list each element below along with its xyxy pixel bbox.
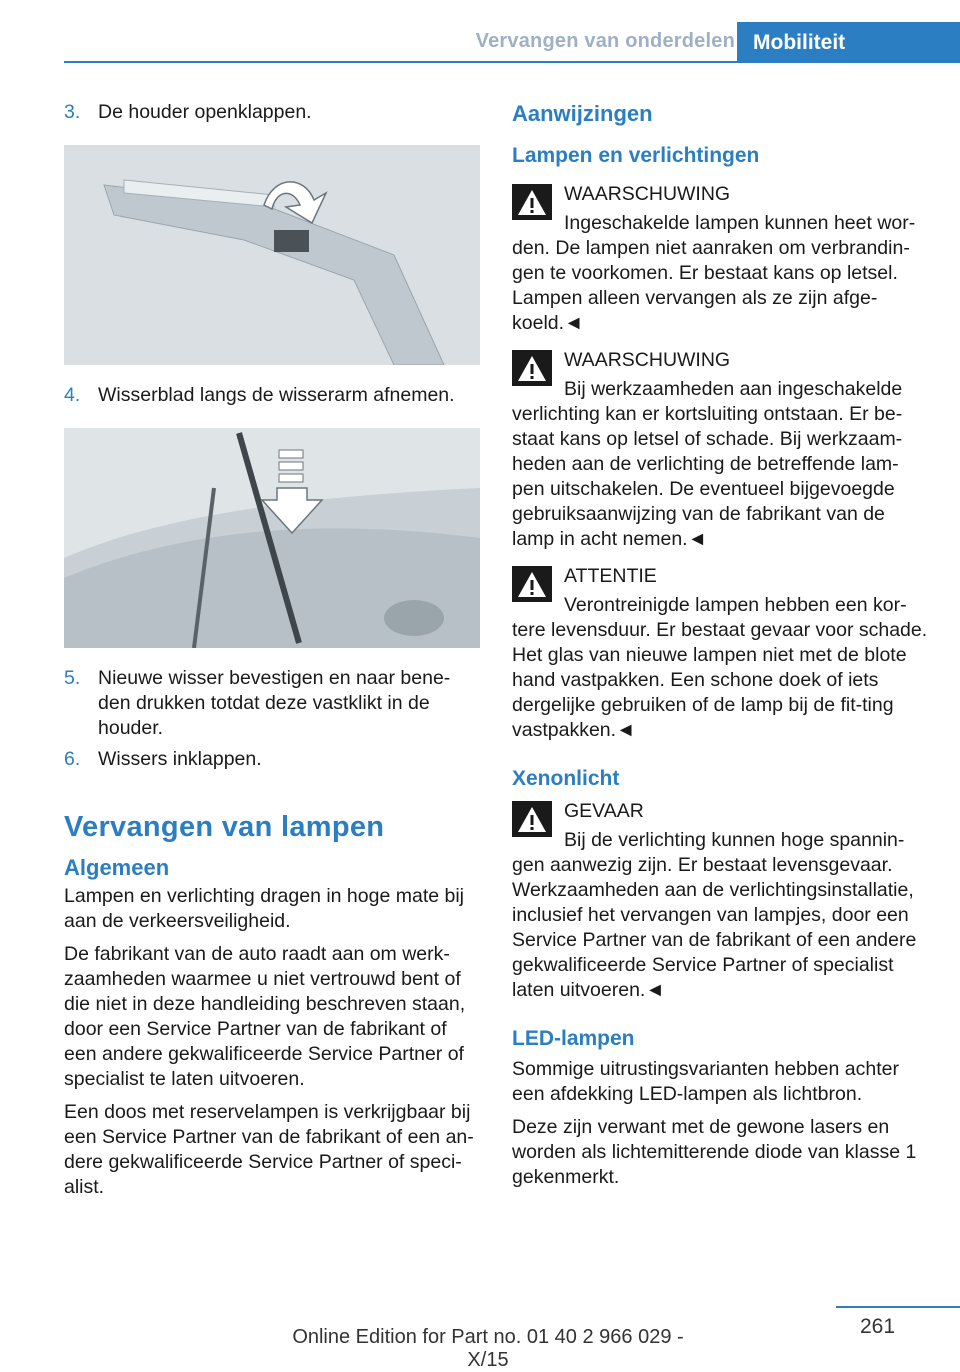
step-number: 6. xyxy=(64,748,81,770)
warning-triangle-icon xyxy=(512,350,552,386)
warning-triangle-icon xyxy=(512,184,552,220)
warning-triangle-icon xyxy=(512,801,552,837)
heading-aanwijzingen: Aanwijzingen xyxy=(512,101,653,126)
warning-text: Bij de verlichting kunnen hoge spannin-gen aanwezig zijn. Er bestaat levensgevaar. Werkzaamheden aan de verlichtingsinstallatie, inclusief het vervangen van lampjes, door een Service Partner van de fabrikant of een andere gekwalificeerde Service Partner of specialist laten uitvoeren.◄ xyxy=(512,829,917,1001)
warning-text: Ingeschakelde lampen kunnen heet wor-den. De lampen niet aanraken om verbrandin-gen te voorkomen. Er bestaat kans op letsel. Lampen alleen vervangen als ze zijn afge-koeld.◄ xyxy=(512,212,916,334)
warning-text: Verontreinigde lampen hebben een kor-tere levensduur. Er bestaat gevaar voor schade. Het glas van nieuwe lampen niet met de blote hand vastpakken. Een schone doek of iets dergelijke gebruiken of de lamp bij de fit-ting vastpakken.◄ xyxy=(512,594,928,741)
step-text: Nieuwe wisser bevestigen en naar bene-den drukken totdat deze vastklikt in de houder. xyxy=(98,667,451,739)
chapter-label: Mobiliteit xyxy=(753,30,846,54)
subheading-xenonlicht: Xenonlicht xyxy=(512,767,620,790)
footer-rule xyxy=(836,1306,960,1308)
running-header-section: Vervangen van onderdelen xyxy=(475,30,735,52)
warning-label: WAARSCHUWING xyxy=(564,349,731,371)
paragraph: Deze zijn verwant met de gewone lasers en worden als lichtemitterende diode van klasse 1 gekenmerkt. xyxy=(512,1116,917,1188)
header-rule xyxy=(64,61,960,63)
paragraph: Sommige uitrustingsvarianten hebben achter een afdekking LED-lampen als lichtbron. xyxy=(512,1058,899,1105)
figure-wiper-holder xyxy=(64,145,480,365)
warning-block xyxy=(512,182,928,336)
step-6 xyxy=(64,747,480,772)
step-text: Wissers inklappen. xyxy=(98,748,262,770)
warning-label: GEVAAR xyxy=(564,800,644,822)
right-column xyxy=(512,100,928,1198)
warning-triangle-icon xyxy=(512,566,552,602)
paragraph: Een doos met reservelampen is verkrijgbaar bij een Service Partner van de fabrikant of een an-dere gekwalificeerde Service Partner of speci-alist. xyxy=(64,1101,474,1198)
figure-wiper-blade xyxy=(64,428,480,648)
step-text: De houder openklappen. xyxy=(98,101,312,123)
page-number: 261 xyxy=(860,1315,896,1338)
section-heading: Vervangen van lampen xyxy=(64,811,385,843)
step-number: 5. xyxy=(64,667,81,689)
paragraph: De fabrikant van de auto raadt aan om werk-zaamheden waarmee u niet vertrouwd bent of die niet in deze handleiding beschreven staan, door een Service Partner van de fabrikant of een andere gekwalificeerde Service Partner of specialist te laten uitvoeren. xyxy=(64,943,466,1090)
paragraph: Lampen en verlichting dragen in hoge mate bij aan de verkeersveiligheid. xyxy=(64,885,465,932)
edition-footer: Online Edition for Part no. 01 40 2 966 029 - X/15 xyxy=(292,1326,684,1371)
running-header-chapter xyxy=(737,22,960,63)
warning-label: WAARSCHUWING xyxy=(564,183,731,205)
subheading-led: LED-lampen xyxy=(512,1027,635,1050)
subheading-algemeen: Algemeen xyxy=(64,855,170,880)
left-column xyxy=(64,100,480,1208)
step-number: 4. xyxy=(64,384,81,406)
step-5 xyxy=(64,666,480,741)
step-number: 3. xyxy=(64,101,81,123)
step-text: Wisserblad langs de wisserarm afnemen. xyxy=(98,384,455,406)
warning-block xyxy=(512,348,928,552)
step-3 xyxy=(64,100,480,125)
warning-label: ATTENTIE xyxy=(564,565,657,587)
warning-text: Bij werkzaamheden aan ingeschakelde verlichting kan er kortsluiting ontstaan. Er be-staat kans op letsel of schade. Bij werkzaam-heden aan de verlichting de betreffende lam-pen uitschakelen. De eventueel bijgevoegde gebruiksaanwijzing van de fabrikant van de lamp in acht nemen.◄ xyxy=(512,378,903,550)
step-4 xyxy=(64,383,480,408)
subheading-lampen: Lampen en verlichtingen xyxy=(512,144,760,167)
attention-block xyxy=(512,564,928,743)
danger-block xyxy=(512,799,928,1003)
